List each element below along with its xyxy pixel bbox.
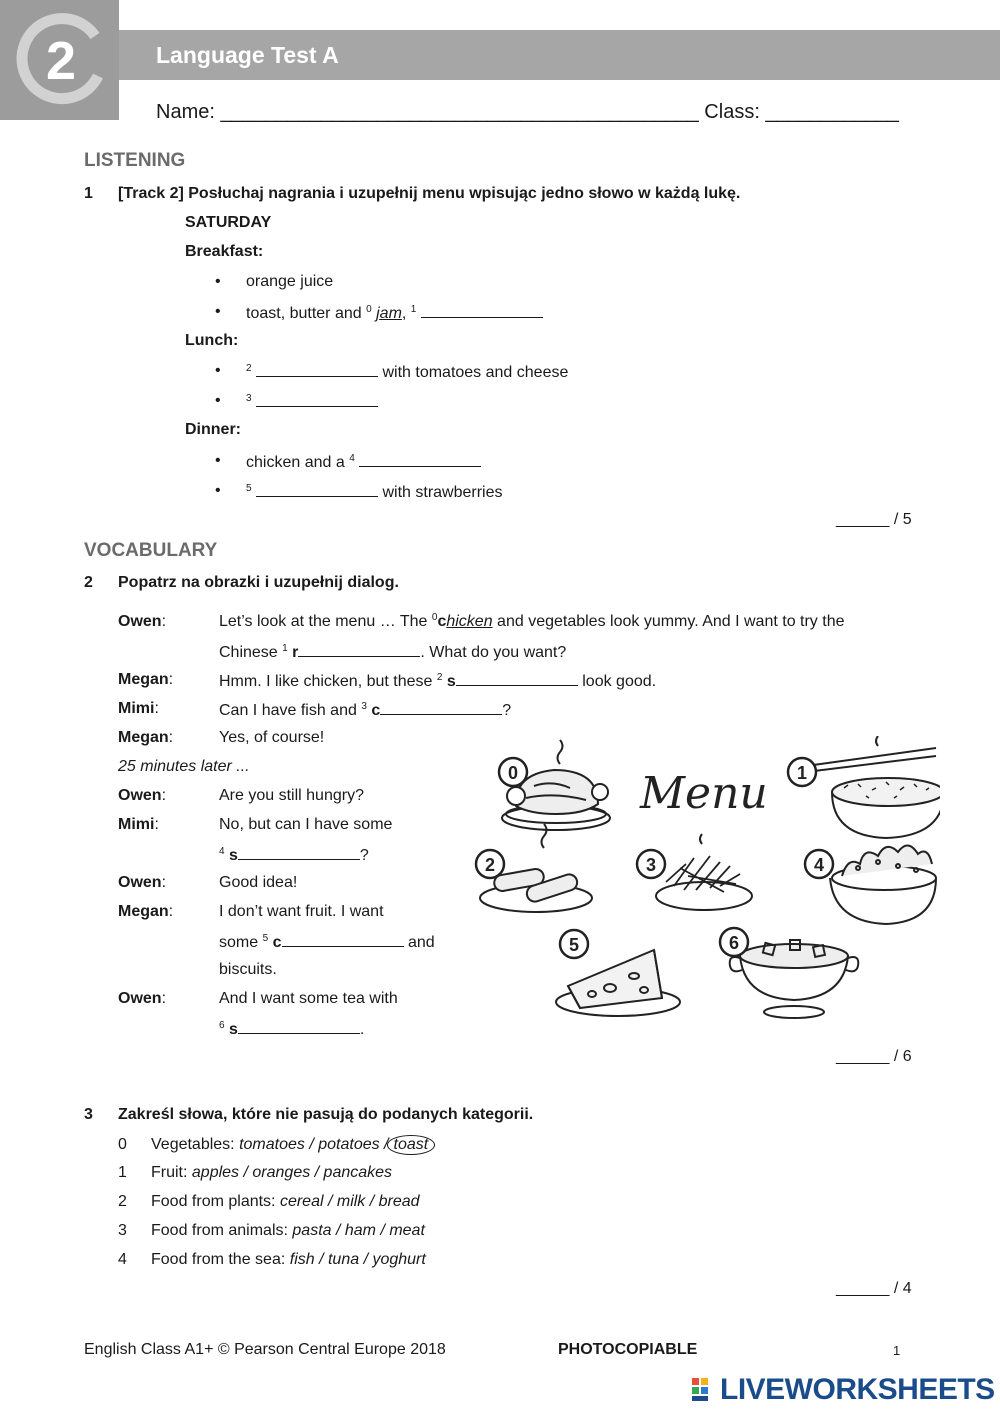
vocabulary-heading: VOCABULARY xyxy=(84,540,218,561)
exercise-2-number: 2 xyxy=(84,574,93,591)
gap-number: 3 xyxy=(246,393,252,404)
dialog-line: And I want some tea with xyxy=(219,990,398,1007)
gap-number: 5 xyxy=(246,483,252,494)
gap-number: 0 xyxy=(366,304,372,315)
speaker-mimi: Mimi: xyxy=(118,816,159,833)
name-class-line: Name: ___________________________________________ Class: ____________ xyxy=(156,101,899,123)
menu-title: Menu xyxy=(640,768,768,819)
svg-text:0: 0 xyxy=(507,763,519,783)
speaker-owen: Owen: xyxy=(118,787,167,804)
picture-label xyxy=(476,850,504,878)
cheese-picture xyxy=(556,950,680,1016)
circled-example: toast xyxy=(387,1135,436,1155)
dialog-line: Chinese $^1$ r . What do you want? xyxy=(219,643,567,661)
answer-gap-3[interactable] xyxy=(256,392,378,407)
dialog-line: some $^5$ c and xyxy=(219,933,435,951)
gap-number: 4 xyxy=(349,453,355,464)
bullet: • xyxy=(215,482,221,499)
list-item[interactable]: 2 Food from plants: cereal / milk / bread xyxy=(118,1193,420,1210)
bullet: • xyxy=(215,273,221,290)
title-bar xyxy=(119,30,1000,80)
strawberries-picture xyxy=(830,845,936,924)
dialog-line: Yes, of course! xyxy=(219,729,325,746)
svg-text:3: 3 xyxy=(645,855,657,875)
answer-gap-5[interactable] xyxy=(256,482,378,497)
answer-gap-v6[interactable] xyxy=(238,1019,360,1034)
score-exercise-3: ______ / 4 xyxy=(836,1280,912,1297)
dialog-line: I don’t want fruit. I want xyxy=(219,903,384,920)
dialog-line: No, but can I have some xyxy=(219,816,393,833)
answer-gap-1[interactable] xyxy=(421,303,543,318)
example-answer: jam xyxy=(376,305,402,322)
exercise-2-instruction: Popatrz na obrazki i uzupełnij dialog. xyxy=(118,574,399,591)
answer-gap-v4[interactable] xyxy=(238,845,360,860)
menu-day: SATURDAY xyxy=(185,214,272,231)
lunch-label: Lunch: xyxy=(185,332,239,349)
dinner-item-2-text: with strawberries xyxy=(382,484,503,501)
answer-gap-v1[interactable] xyxy=(298,642,420,657)
svg-text:4: 4 xyxy=(813,855,825,875)
liveworksheets-logo[interactable] xyxy=(692,1373,995,1407)
dialog-line: $^6$ s . xyxy=(219,1020,365,1038)
dialog-line: Let’s look at the menu … The $^0$chicken and vegetables look yummy. And I want to try the xyxy=(219,612,845,630)
picture-label xyxy=(720,928,748,956)
chips-picture xyxy=(656,834,752,910)
unit-badge-ring xyxy=(0,0,119,120)
speaker-megan: Megan: xyxy=(118,903,174,920)
dialog-line: biscuits. xyxy=(219,961,277,978)
exercise-3-instruction: Zakreśl słowa, które nie pasują do podanych kategorii. xyxy=(118,1106,534,1123)
dialog-line: Can I have fish and $^3$ c ? xyxy=(219,701,512,719)
dialog-line: Are you still hungry? xyxy=(219,787,364,804)
speaker-megan: Megan: xyxy=(118,729,174,746)
picture-label xyxy=(560,930,588,958)
answer-gap-2[interactable] xyxy=(256,362,378,377)
answer-gap-v3[interactable] xyxy=(380,700,502,715)
breakfast-item-2: toast, butter and $^0$ jam, $^1$ xyxy=(246,303,543,323)
menu-illustration xyxy=(474,736,940,1026)
time-note: 25 minutes later ... xyxy=(118,758,250,775)
page-number: 1 xyxy=(893,1343,901,1358)
lunch-item-1-text: with tomatoes and cheese xyxy=(382,364,569,381)
exercise-3-number: 3 xyxy=(84,1106,93,1123)
breakfast-item-1: orange juice xyxy=(246,273,334,290)
page-title: Language Test A xyxy=(156,42,339,68)
gap-number: 1 xyxy=(410,304,417,315)
exercise-1-number: 1 xyxy=(84,185,93,202)
speaker-mimi: Mimi: xyxy=(118,700,159,717)
bullet: • xyxy=(215,392,221,409)
unit-badge xyxy=(0,0,119,120)
picture-label xyxy=(637,850,665,878)
soup-picture xyxy=(730,940,859,1018)
liveworksheets-logo-icon xyxy=(692,1376,718,1402)
unit-number: 2 xyxy=(45,31,77,91)
bullet: • xyxy=(215,362,221,379)
dialog-line: $^4$ s ? xyxy=(219,846,369,864)
answer-gap-4[interactable] xyxy=(359,452,481,467)
svg-text:6: 6 xyxy=(728,933,740,953)
answer-gap-v2[interactable] xyxy=(456,671,578,686)
speaker-owen: Owen: xyxy=(118,613,167,630)
answer-gap-v5[interactable] xyxy=(282,932,404,947)
score-listening: ______ / 5 xyxy=(836,511,912,528)
bullet: • xyxy=(215,303,221,320)
list-item[interactable]: 4 Food from the sea: fish / tuna / yoghurt xyxy=(118,1251,426,1268)
dinner-item-1-text: chicken and a xyxy=(246,454,345,471)
speaker-megan: Megan: xyxy=(118,671,174,688)
breakfast-label: Breakfast: xyxy=(185,243,264,260)
lunch-item-2 xyxy=(246,392,378,412)
picture-label xyxy=(499,758,527,786)
breakfast-item-2-text: toast, butter and xyxy=(246,305,362,322)
dinner-label: Dinner: xyxy=(185,421,241,438)
list-item[interactable]: 3 Food from animals: pasta / ham / meat xyxy=(118,1222,425,1239)
example-answer: hicken xyxy=(446,613,493,630)
exercise-1-instruction: [Track 2] Posłuchaj nagrania i uzupełnij menu wpisując jedno słowo w każdą lukę. xyxy=(118,185,741,202)
picture-label xyxy=(788,758,816,786)
svg-text:1: 1 xyxy=(796,763,808,783)
footer-copyright: English Class A1+ © Pearson Central Europe 2018 xyxy=(84,1341,446,1358)
rice-picture xyxy=(806,736,940,838)
dialog-line: Hmm. I like chicken, but these $^2$ s look good. xyxy=(219,672,657,690)
svg-text:5: 5 xyxy=(568,935,580,955)
footer-photocopiable: PHOTOCOPIABLE xyxy=(558,1341,698,1358)
gap-number: 2 xyxy=(246,363,252,374)
dinner-item-1 xyxy=(246,452,481,472)
list-item[interactable]: 1 Fruit: apples / oranges / pancakes xyxy=(118,1164,393,1181)
score-vocabulary: ______ / 6 xyxy=(836,1048,912,1065)
picture-label xyxy=(805,850,833,878)
speaker-owen: Owen: xyxy=(118,990,167,1007)
listening-heading: LISTENING xyxy=(84,150,186,171)
dialog-line: Good idea! xyxy=(219,874,298,891)
bullet: • xyxy=(215,452,221,469)
list-item: 0 Vegetables: tomatoes / potatoes / toast xyxy=(118,1135,435,1155)
liveworksheets-wordmark: LIVEWORKSHEETS xyxy=(720,1373,995,1406)
svg-text:2: 2 xyxy=(484,855,496,875)
speaker-owen: Owen: xyxy=(118,874,167,891)
lunch-item-1 xyxy=(246,362,568,382)
dinner-item-2 xyxy=(246,482,503,502)
